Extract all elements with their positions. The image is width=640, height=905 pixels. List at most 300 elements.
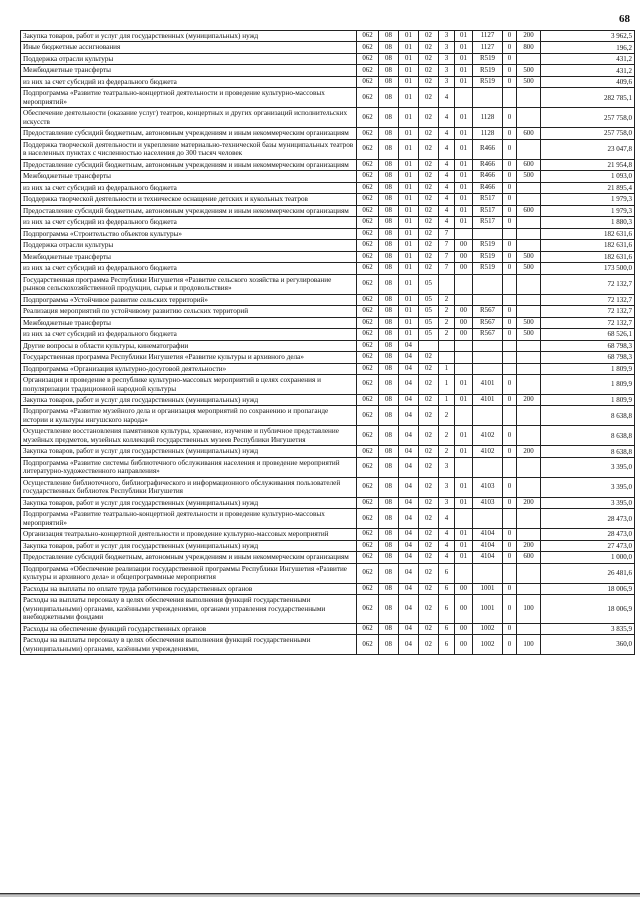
code-program-cell: 05: [419, 306, 439, 317]
code-main-event-cell: [455, 274, 473, 294]
table-row: [21, 529, 635, 540]
code-subprogram-cell: [439, 352, 455, 363]
code-main-event-cell: 01: [455, 171, 473, 182]
table-row: [21, 317, 635, 328]
code-main-event-cell: 01: [455, 446, 473, 457]
code-direction-cell: 1002: [473, 635, 503, 655]
code-main-event-cell: 01: [455, 65, 473, 76]
code-ministry-cell: 062: [357, 171, 379, 182]
code-expense-type-cell: [517, 139, 541, 159]
code-sub-direction-cell: [503, 294, 517, 305]
code-main-event-cell: [455, 228, 473, 239]
code-program-cell: 02: [419, 394, 439, 405]
table-row: [21, 182, 635, 193]
row-name-cell: Государственная программа Республики Ингушетия «Развитие сельского хозяйства и регулирование рынков сельскохозяйственной продукции, сырья и продовольствия»: [21, 274, 357, 294]
code-subprogram-cell: 3: [439, 76, 455, 87]
code-main-event-cell: 00: [455, 329, 473, 340]
code-main-event-cell: 01: [455, 205, 473, 216]
code-subsection-cell: 04: [399, 529, 419, 540]
code-subprogram-cell: 4: [439, 205, 455, 216]
table-row: [21, 294, 635, 305]
row-name-cell: Расходы на выплаты персоналу в целях обеспечения выполнения функций государственными (муниципальными) органами, казёнными учреждениями,: [21, 635, 357, 655]
code-main-event-cell: 00: [455, 263, 473, 274]
code-section-cell: 08: [379, 446, 399, 457]
code-ministry-cell: 062: [357, 623, 379, 634]
table-row: [21, 31, 635, 42]
row-sum-cell: 1 809,9: [541, 375, 635, 395]
code-program-cell: 02: [419, 171, 439, 182]
code-program-cell: 02: [419, 623, 439, 634]
code-expense-type-cell: 200: [517, 394, 541, 405]
code-direction-cell: R466: [473, 171, 503, 182]
code-program-cell: 02: [419, 446, 439, 457]
code-program-cell: 02: [419, 529, 439, 540]
code-subsection-cell: 01: [399, 329, 419, 340]
code-ministry-cell: 062: [357, 31, 379, 42]
row-sum-cell: 1 093,0: [541, 171, 635, 182]
code-expense-type-cell: 500: [517, 76, 541, 87]
code-expense-type-cell: 200: [517, 446, 541, 457]
code-ministry-cell: 062: [357, 317, 379, 328]
code-subprogram-cell: 2: [439, 426, 455, 446]
code-subprogram-cell: 6: [439, 583, 455, 594]
row-sum-cell: 3 962,5: [541, 31, 635, 42]
row-sum-cell: 18 006,9: [541, 583, 635, 594]
code-subprogram-cell: 7: [439, 240, 455, 251]
code-expense-type-cell: [517, 108, 541, 128]
code-section-cell: 08: [379, 274, 399, 294]
row-name-cell: Предоставление субсидий бюджетным, автономным учреждениям и иным некоммерческим организациям: [21, 205, 357, 216]
code-subprogram-cell: [439, 274, 455, 294]
code-program-cell: 02: [419, 88, 439, 108]
code-sub-direction-cell: 0: [503, 529, 517, 540]
table-row: [21, 228, 635, 239]
code-subprogram-cell: 2: [439, 446, 455, 457]
code-ministry-cell: 062: [357, 217, 379, 228]
code-direction-cell: [473, 88, 503, 108]
code-direction-cell: [473, 363, 503, 374]
code-main-event-cell: 01: [455, 552, 473, 563]
row-sum-cell: 1 000,0: [541, 552, 635, 563]
code-main-event-cell: [455, 352, 473, 363]
code-subsection-cell: 01: [399, 240, 419, 251]
row-sum-cell: 26 481,6: [541, 563, 635, 583]
code-ministry-cell: 062: [357, 108, 379, 128]
code-direction-cell: [473, 406, 503, 426]
code-subprogram-cell: 4: [439, 159, 455, 170]
code-section-cell: 08: [379, 240, 399, 251]
page-bottom-edge: [0, 892, 640, 898]
code-sub-direction-cell: [503, 563, 517, 583]
code-subprogram-cell: 4: [439, 128, 455, 139]
code-direction-cell: 4104: [473, 540, 503, 551]
code-main-event-cell: 01: [455, 128, 473, 139]
code-direction-cell: 4103: [473, 497, 503, 508]
code-expense-type-cell: [517, 194, 541, 205]
code-expense-type-cell: [517, 228, 541, 239]
code-subsection-cell: 01: [399, 205, 419, 216]
code-sub-direction-cell: 0: [503, 375, 517, 395]
code-sub-direction-cell: 0: [503, 205, 517, 216]
code-program-cell: 02: [419, 540, 439, 551]
row-sum-cell: 23 047,8: [541, 139, 635, 159]
code-program-cell: 02: [419, 352, 439, 363]
table-row: [21, 340, 635, 351]
code-direction-cell: 4101: [473, 394, 503, 405]
code-main-event-cell: [455, 457, 473, 477]
code-program-cell: 02: [419, 128, 439, 139]
code-main-event-cell: [455, 340, 473, 351]
code-sub-direction-cell: 0: [503, 623, 517, 634]
table-row: [21, 139, 635, 159]
row-name-cell: Иные бюджетные ассигнования: [21, 42, 357, 53]
code-main-event-cell: 01: [455, 529, 473, 540]
code-direction-cell: [473, 274, 503, 294]
row-name-cell: Осуществление восстановления памятников культуры, хранение, изучение и публичное представление музейных предметов, музейных коллекций государственных музеев Республики Ингушетия: [21, 426, 357, 446]
row-name-cell: Межбюджетные трансферты: [21, 251, 357, 262]
code-expense-type-cell: [517, 375, 541, 395]
code-section-cell: 08: [379, 65, 399, 76]
code-program-cell: 05: [419, 329, 439, 340]
code-sub-direction-cell: 0: [503, 635, 517, 655]
code-main-event-cell: [455, 363, 473, 374]
code-expense-type-cell: [517, 294, 541, 305]
code-expense-type-cell: 500: [517, 329, 541, 340]
row-sum-cell: 1 809,9: [541, 394, 635, 405]
code-ministry-cell: 062: [357, 139, 379, 159]
table-row: [21, 159, 635, 170]
code-subsection-cell: 04: [399, 457, 419, 477]
code-direction-cell: 1128: [473, 128, 503, 139]
code-ministry-cell: 062: [357, 42, 379, 53]
row-sum-cell: 28 473,0: [541, 529, 635, 540]
row-name-cell: Межбюджетные трансферты: [21, 171, 357, 182]
code-sub-direction-cell: 0: [503, 53, 517, 64]
row-sum-cell: 257 758,0: [541, 108, 635, 128]
code-subprogram-cell: 1: [439, 375, 455, 395]
code-direction-cell: [473, 457, 503, 477]
code-section-cell: 08: [379, 477, 399, 497]
code-sub-direction-cell: 0: [503, 540, 517, 551]
code-subsection-cell: 01: [399, 317, 419, 328]
row-name-cell: Обеспечение деятельности (оказание услуг) театров, концертных и других организаций исполнительских искусств: [21, 108, 357, 128]
code-ministry-cell: 062: [357, 128, 379, 139]
code-program-cell: 02: [419, 406, 439, 426]
table-row: [21, 194, 635, 205]
table-row: [21, 42, 635, 53]
row-name-cell: Подпрограмма «Развитие музейного дела и организация мероприятий по сохранению и пропаганде истории и культуры ингушского народа»: [21, 406, 357, 426]
table-row: [21, 263, 635, 274]
table-row: [21, 497, 635, 508]
row-sum-cell: 173 500,0: [541, 263, 635, 274]
code-program-cell: 02: [419, 194, 439, 205]
table-row: [21, 583, 635, 594]
code-main-event-cell: 00: [455, 306, 473, 317]
code-subprogram-cell: [439, 340, 455, 351]
code-sub-direction-cell: 0: [503, 477, 517, 497]
table-row: [21, 329, 635, 340]
code-section-cell: 08: [379, 159, 399, 170]
table-row: [21, 171, 635, 182]
code-main-event-cell: 00: [455, 635, 473, 655]
code-ministry-cell: 062: [357, 406, 379, 426]
code-program-cell: 02: [419, 635, 439, 655]
row-name-cell: Реализация мероприятий по устойчивому развитию сельских территорий: [21, 306, 357, 317]
code-expense-type-cell: 600: [517, 205, 541, 216]
code-direction-cell: [473, 509, 503, 529]
code-program-cell: 02: [419, 497, 439, 508]
code-direction-cell: [473, 340, 503, 351]
row-sum-cell: 182 631,6: [541, 228, 635, 239]
code-main-event-cell: [455, 88, 473, 108]
code-subprogram-cell: 4: [439, 108, 455, 128]
code-ministry-cell: 062: [357, 159, 379, 170]
code-expense-type-cell: [517, 426, 541, 446]
row-name-cell: Предоставление субсидий бюджетным, автономным учреждениям и иным некоммерческим организациям: [21, 159, 357, 170]
code-direction-cell: R519: [473, 240, 503, 251]
code-subsection-cell: 04: [399, 552, 419, 563]
code-direction-cell: [473, 352, 503, 363]
code-direction-cell: R466: [473, 159, 503, 170]
code-program-cell: 02: [419, 426, 439, 446]
row-name-cell: Предоставление субсидий бюджетным, автономным учреждениям и иным некоммерческим организациям: [21, 552, 357, 563]
code-subsection-cell: 04: [399, 497, 419, 508]
code-expense-type-cell: [517, 529, 541, 540]
code-section-cell: 08: [379, 340, 399, 351]
row-sum-cell: 68 798,3: [541, 352, 635, 363]
code-section-cell: 08: [379, 375, 399, 395]
code-expense-type-cell: 200: [517, 31, 541, 42]
code-subsection-cell: 01: [399, 306, 419, 317]
code-main-event-cell: 01: [455, 394, 473, 405]
code-expense-type-cell: [517, 88, 541, 108]
code-expense-type-cell: 500: [517, 317, 541, 328]
code-program-cell: 02: [419, 217, 439, 228]
code-expense-type-cell: [517, 352, 541, 363]
code-expense-type-cell: 800: [517, 42, 541, 53]
code-subprogram-cell: 3: [439, 31, 455, 42]
code-sub-direction-cell: [503, 406, 517, 426]
code-ministry-cell: 062: [357, 340, 379, 351]
code-expense-type-cell: 600: [517, 128, 541, 139]
code-main-event-cell: 01: [455, 194, 473, 205]
code-section-cell: 08: [379, 294, 399, 305]
table-row: [21, 274, 635, 294]
code-ministry-cell: 062: [357, 509, 379, 529]
row-sum-cell: 360,0: [541, 635, 635, 655]
code-main-event-cell: 00: [455, 623, 473, 634]
row-sum-cell: 1 979,3: [541, 194, 635, 205]
code-expense-type-cell: 100: [517, 595, 541, 623]
code-subprogram-cell: 3: [439, 477, 455, 497]
code-sub-direction-cell: 0: [503, 65, 517, 76]
table-row: [21, 65, 635, 76]
row-name-cell: Расходы на обеспечение функций государственных органов: [21, 623, 357, 634]
code-section-cell: 08: [379, 595, 399, 623]
code-ministry-cell: 062: [357, 263, 379, 274]
row-sum-cell: 3 395,0: [541, 457, 635, 477]
code-expense-type-cell: 200: [517, 540, 541, 551]
code-subsection-cell: 01: [399, 42, 419, 53]
row-sum-cell: 21 954,8: [541, 159, 635, 170]
code-direction-cell: R466: [473, 139, 503, 159]
code-ministry-cell: 062: [357, 76, 379, 87]
code-subprogram-cell: 4: [439, 540, 455, 551]
code-section-cell: 08: [379, 53, 399, 64]
row-name-cell: Государственная программа Республики Ингушетия «Развитие культуры и архивного дела»: [21, 352, 357, 363]
code-subsection-cell: 01: [399, 65, 419, 76]
code-ministry-cell: 062: [357, 635, 379, 655]
code-sub-direction-cell: 0: [503, 306, 517, 317]
code-program-cell: 02: [419, 42, 439, 53]
code-ministry-cell: 062: [357, 352, 379, 363]
code-sub-direction-cell: [503, 228, 517, 239]
row-sum-cell: 28 473,0: [541, 509, 635, 529]
code-subsection-cell: 04: [399, 340, 419, 351]
code-subprogram-cell: 7: [439, 228, 455, 239]
code-main-event-cell: 01: [455, 42, 473, 53]
code-expense-type-cell: [517, 340, 541, 351]
code-program-cell: 02: [419, 65, 439, 76]
row-sum-cell: 182 631,6: [541, 240, 635, 251]
code-ministry-cell: 062: [357, 394, 379, 405]
code-program-cell: 02: [419, 563, 439, 583]
code-expense-type-cell: [517, 182, 541, 193]
code-expense-type-cell: [517, 477, 541, 497]
row-name-cell: Расходы на выплаты персоналу в целях обеспечения выполнения функций государственными (муниципальными) органами, казёнными учреждениями, органами управления государственными внебюджетными фондами: [21, 595, 357, 623]
row-name-cell: Поддержка творческой деятельности и укрепление материально-технической базы муниципальных театров в населенных пунктах с численностью населения до 300 тысяч человек: [21, 139, 357, 159]
row-sum-cell: 257 758,0: [541, 128, 635, 139]
code-program-cell: 02: [419, 108, 439, 128]
row-name-cell: Предоставление субсидий бюджетным, автономным учреждениям и иным некоммерческим организациям: [21, 128, 357, 139]
code-ministry-cell: 062: [357, 182, 379, 193]
code-main-event-cell: 01: [455, 159, 473, 170]
table-row: [21, 251, 635, 262]
row-name-cell: Поддержка отрасли культуры: [21, 53, 357, 64]
row-sum-cell: 68 798,3: [541, 340, 635, 351]
code-direction-cell: R466: [473, 182, 503, 193]
code-section-cell: 08: [379, 329, 399, 340]
code-sub-direction-cell: 0: [503, 552, 517, 563]
table-row: [21, 595, 635, 623]
code-expense-type-cell: 500: [517, 263, 541, 274]
table-row: [21, 623, 635, 634]
code-ministry-cell: 062: [357, 363, 379, 374]
code-main-event-cell: [455, 406, 473, 426]
code-subsection-cell: 01: [399, 171, 419, 182]
code-direction-cell: 1001: [473, 595, 503, 623]
code-direction-cell: 1127: [473, 31, 503, 42]
row-name-cell: Подпрограмма «Развитие театрально-концертной деятельности и проведение культурно-массовых мероприятий»: [21, 509, 357, 529]
row-name-cell: Расходы на выплаты по оплате труда работников государственных органов: [21, 583, 357, 594]
table-row: [21, 108, 635, 128]
table-row: [21, 426, 635, 446]
code-section-cell: 08: [379, 251, 399, 262]
code-subsection-cell: 01: [399, 294, 419, 305]
code-sub-direction-cell: 0: [503, 394, 517, 405]
code-direction-cell: R519: [473, 65, 503, 76]
code-direction-cell: 1002: [473, 623, 503, 634]
code-direction-cell: [473, 228, 503, 239]
code-subsection-cell: 01: [399, 31, 419, 42]
code-expense-type-cell: [517, 623, 541, 634]
code-program-cell: 02: [419, 375, 439, 395]
code-expense-type-cell: 500: [517, 171, 541, 182]
table-row: [21, 76, 635, 87]
code-ministry-cell: 062: [357, 540, 379, 551]
code-subprogram-cell: 2: [439, 294, 455, 305]
code-subprogram-cell: 2: [439, 329, 455, 340]
code-sub-direction-cell: [503, 274, 517, 294]
code-program-cell: 02: [419, 53, 439, 64]
code-section-cell: 08: [379, 583, 399, 594]
code-subprogram-cell: 6: [439, 623, 455, 634]
code-subprogram-cell: 2: [439, 317, 455, 328]
code-sub-direction-cell: 0: [503, 329, 517, 340]
code-program-cell: 02: [419, 31, 439, 42]
code-direction-cell: 4104: [473, 552, 503, 563]
code-section-cell: 08: [379, 363, 399, 374]
code-section-cell: 08: [379, 182, 399, 193]
row-name-cell: Межбюджетные трансферты: [21, 65, 357, 76]
code-subprogram-cell: 3: [439, 42, 455, 53]
code-section-cell: 08: [379, 139, 399, 159]
row-sum-cell: 72 132,7: [541, 274, 635, 294]
code-ministry-cell: 062: [357, 205, 379, 216]
code-program-cell: 02: [419, 139, 439, 159]
row-name-cell: Подпрограмма «Организация культурно-досуговой деятельности»: [21, 363, 357, 374]
row-name-cell: Закупка товаров, работ и услуг для государственных (муниципальных) нужд: [21, 31, 357, 42]
code-subprogram-cell: 4: [439, 182, 455, 193]
table-row: [21, 217, 635, 228]
code-ministry-cell: 062: [357, 497, 379, 508]
row-sum-cell: 3 395,0: [541, 497, 635, 508]
table-row: [21, 446, 635, 457]
code-section-cell: 08: [379, 76, 399, 87]
row-name-cell: из них за счет субсидий из федерального бюджета: [21, 76, 357, 87]
code-subsection-cell: 01: [399, 228, 419, 239]
code-direction-cell: R517: [473, 205, 503, 216]
code-subsection-cell: 01: [399, 217, 419, 228]
code-direction-cell: 4102: [473, 446, 503, 457]
row-name-cell: Закупка товаров, работ и услуг для государственных (муниципальных) нужд: [21, 446, 357, 457]
code-subprogram-cell: 4: [439, 88, 455, 108]
row-name-cell: Поддержка творческой деятельности и техническое оснащение детских и кукольных театров: [21, 194, 357, 205]
code-subsection-cell: 04: [399, 394, 419, 405]
code-expense-type-cell: 600: [517, 552, 541, 563]
code-sub-direction-cell: 0: [503, 182, 517, 193]
code-subprogram-cell: 4: [439, 552, 455, 563]
code-main-event-cell: [455, 563, 473, 583]
code-ministry-cell: 062: [357, 563, 379, 583]
code-subsection-cell: 04: [399, 446, 419, 457]
code-ministry-cell: 062: [357, 294, 379, 305]
code-expense-type-cell: [517, 583, 541, 594]
code-section-cell: 08: [379, 352, 399, 363]
code-section-cell: 08: [379, 623, 399, 634]
code-expense-type-cell: [517, 306, 541, 317]
row-sum-cell: 8 638,8: [541, 406, 635, 426]
code-subsection-cell: 01: [399, 139, 419, 159]
table-row: [21, 457, 635, 477]
code-section-cell: 08: [379, 88, 399, 108]
code-main-event-cell: 01: [455, 31, 473, 42]
row-sum-cell: 72 132,7: [541, 294, 635, 305]
row-sum-cell: 27 473,0: [541, 540, 635, 551]
code-expense-type-cell: [517, 457, 541, 477]
code-program-cell: 02: [419, 457, 439, 477]
code-main-event-cell: 01: [455, 375, 473, 395]
